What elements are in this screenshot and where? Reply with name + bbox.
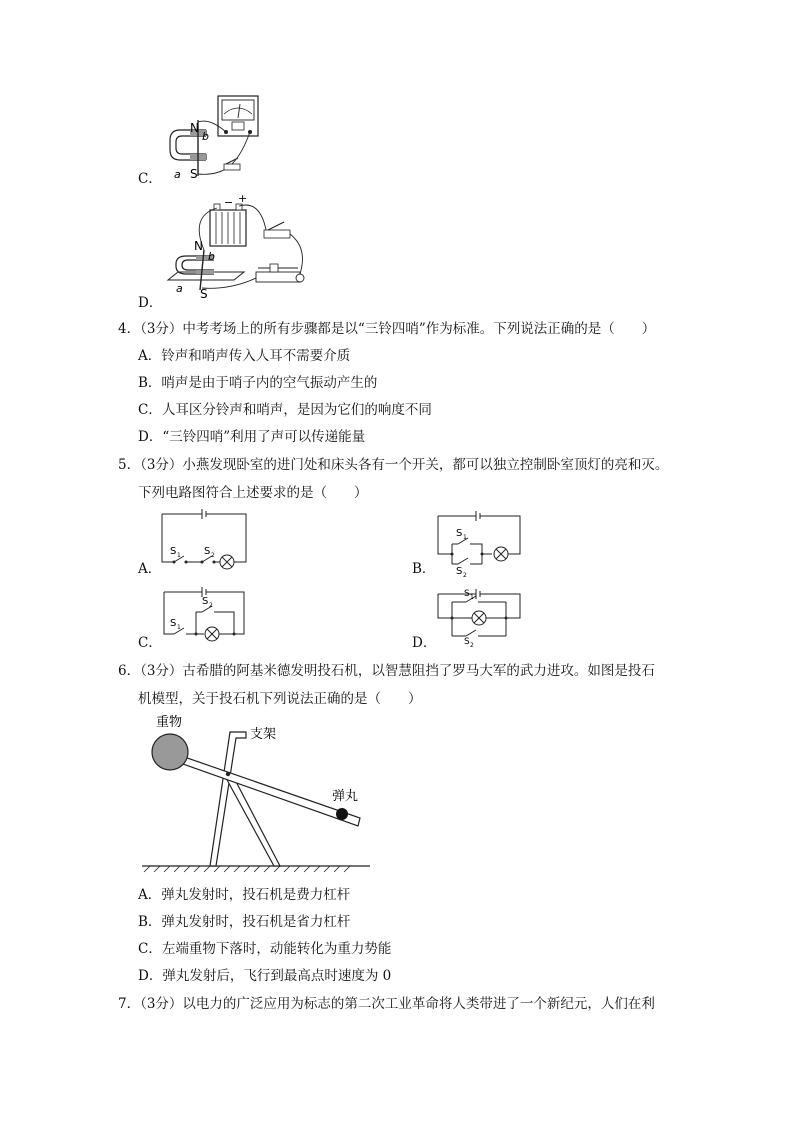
q4-option-c[interactable]: C．人耳区分铃声和哨声，是因为它们的响度不同 (138, 402, 432, 418)
q7-stem-line1: 7．（3分）以电力的广泛应用为标志的第二次工业革命将人类带进了一个新纪元，人们在利 (118, 996, 655, 1012)
q3c-s-label: S (190, 167, 198, 181)
q6-option-a[interactable]: A．弹丸发射时，投石机是费力杠杆 (138, 887, 351, 903)
q6-catapult-figure (140, 712, 370, 876)
q5-stem-line2: 下列电路图符合上述要求的是（ ） (138, 485, 368, 501)
q6-option-d[interactable]: D．弹丸发射后，飞行到最高点时速度为 0 (138, 968, 392, 984)
q6-stem-line1: 6．（3分）古希腊的阿基米德发明投石机，以智慧阻挡了罗马大军的武力进攻。如图是投石 (118, 663, 655, 679)
q5-option-a-label[interactable]: A． (138, 561, 162, 577)
q5-circuit-b (436, 514, 522, 579)
q3d-b-label: b (208, 250, 215, 263)
q5a-s2-sub: 2 (211, 552, 215, 559)
q3-option-c-label[interactable]: C． (138, 171, 162, 187)
q5a-s2-label: S (204, 546, 211, 557)
q5-circuit-a (160, 512, 248, 568)
q5-option-c-label[interactable]: C． (138, 635, 162, 651)
q5d-s2-sub: 2 (470, 642, 474, 649)
q4-stem: 4．（3分）中考考场上的所有步骤都是以“三铃四哨”作为标准。下列说法正确的是（ ） (118, 321, 656, 337)
q6-pellet-label: 弹丸 (332, 789, 359, 804)
q5-circuit-d (436, 589, 522, 649)
q4-option-d[interactable]: D．“三铃四哨”利用了声可以传递能量 (138, 429, 366, 445)
q5d-s2-label: S (464, 637, 470, 647)
q5b-s2-sub: 2 (463, 572, 467, 579)
q5b-s1-sub: 1 (463, 534, 467, 541)
q3-figure-d (160, 192, 310, 301)
q3d-minus-label: − (224, 196, 234, 209)
q6-option-b[interactable]: B．弹丸发射时，投石机是省力杠杆 (138, 914, 351, 930)
q3d-s-label: S (200, 287, 208, 301)
q5a-s1-sub: 1 (177, 552, 181, 559)
q3-option-d-label[interactable]: D． (138, 295, 163, 311)
q6-stem-line2: 机模型，关于投石机下列说法正确的是（ ） (138, 691, 422, 707)
q5d-s1-sub: 1 (470, 594, 474, 601)
q3-figure-c (160, 92, 270, 184)
q5-stem-line1: 5．（3分）小燕发现卧室的进门处和床头各有一个开关，都可以独立控制卧室顶灯的亮和灭。 (118, 457, 669, 473)
q3c-b-label: b (202, 130, 209, 143)
q5c-s1-label: S (170, 618, 177, 629)
q3c-a-label: a (174, 168, 181, 181)
q3d-n-label: N (194, 239, 203, 253)
q3c-n-label: N (190, 121, 199, 135)
q5a-s1-label: S (170, 546, 177, 557)
q5c-s1-sub: 1 (177, 624, 181, 631)
q5c-s2-sub: 2 (209, 602, 213, 609)
q6-support-label: 支架 (250, 727, 277, 742)
q6-option-c[interactable]: C．左端重物下落时，动能转化为重力势能 (138, 941, 392, 957)
q5-circuit-c (162, 590, 248, 638)
q6-weight-label: 重物 (156, 715, 183, 730)
q5b-s1-label: S (456, 528, 463, 539)
q5-option-b-label[interactable]: B． (412, 561, 436, 577)
q3d-a-label: a (176, 282, 183, 295)
q5b-s2-label: S (456, 566, 463, 577)
q4-option-b[interactable]: B．哨声是由于哨子内的空气振动产生的 (138, 375, 378, 391)
q4-option-a[interactable]: A．铃声和哨声传入人耳不需要介质 (138, 348, 351, 364)
q5d-s1-label: S (464, 589, 470, 599)
q5-option-d-label[interactable]: D． (412, 635, 437, 651)
q3d-plus-label: + (238, 192, 248, 205)
q5c-s2-label: S (202, 596, 209, 607)
